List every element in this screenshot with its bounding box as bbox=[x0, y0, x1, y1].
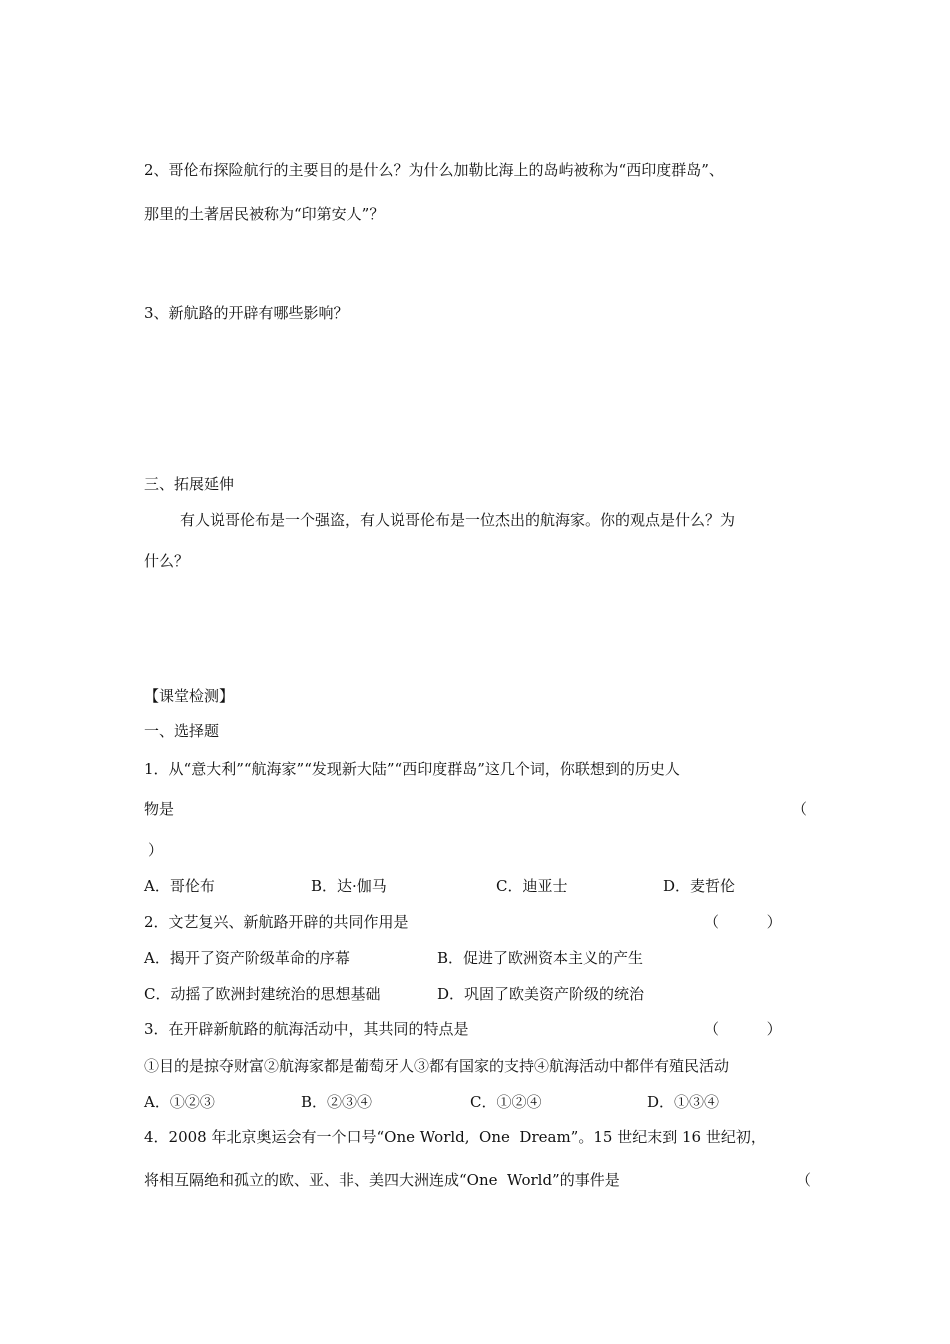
mc-question-4-paren-open: （ bbox=[796, 1171, 812, 1189]
mc-question-3-statements: ①目的是掠夺财富②航海家都是葡萄牙人③都有国家的支持④航海活动中都伴有殖民活动 bbox=[144, 1057, 730, 1075]
mc-question-1-option-d: D．麦哲伦 bbox=[663, 877, 736, 895]
multiple-choice-heading: 一、选择题 bbox=[144, 722, 220, 740]
mc-question-3-option-d: D．①③④ bbox=[647, 1093, 720, 1111]
mc-question-2-stem: 2．文艺复兴、新航路开辟的共同作用是 bbox=[144, 913, 409, 931]
mc-question-4-line-2: 将相互隔绝和孤立的欧、亚、非、美四大洲连成“One World”的事件是 bbox=[144, 1171, 620, 1189]
mc-question-2-paren: （ ） bbox=[704, 913, 782, 931]
mc-question-1-line-1: 1．从“意大利”“航海家”“发现新大陆”“西印度群岛”这几个词，你联想到的历史人 bbox=[144, 760, 680, 778]
mc-question-3-paren: （ ） bbox=[704, 1020, 782, 1038]
mc-question-2-option-b: B．促进了欧洲资本主义的产生 bbox=[437, 949, 644, 967]
section-3-paragraph-line-1: 有人说哥伦布是一个强盗，有人说哥伦布是一位杰出的航海家。你的观点是什么？为 bbox=[180, 511, 736, 529]
mc-question-2-option-d: D．巩固了欧美资产阶级的统治 bbox=[437, 985, 645, 1003]
mc-question-1-option-a: A．哥伦布 bbox=[144, 877, 215, 895]
mc-question-1-option-c: C．迪亚士 bbox=[496, 877, 568, 895]
question-3: 3、新航路的开辟有哪些影响？ bbox=[144, 304, 349, 322]
question-2-line-2: 那里的土著居民被称为“印第安人”？ bbox=[144, 205, 385, 223]
mc-question-2-option-a: A．揭开了资产阶级革命的序幕 bbox=[144, 949, 350, 967]
mc-question-3-option-c: C．①②④ bbox=[470, 1093, 542, 1111]
classroom-check-heading: 【课堂检测】 bbox=[144, 687, 235, 705]
section-3-paragraph-line-2: 什么？ bbox=[144, 552, 190, 570]
mc-question-3-option-b: B．②③④ bbox=[301, 1093, 373, 1111]
mc-question-3-option-a: A．①②③ bbox=[144, 1093, 215, 1111]
mc-question-4-line-1: 4．2008 年北京奥运会有一个口号“One World, One Dream”。15 世纪末到 16 世纪初， bbox=[144, 1128, 766, 1146]
question-2-line-1: 2、哥伦布探险航行的主要目的是什么？为什么加勒比海上的岛屿被称为“西印度群岛”、 bbox=[144, 161, 724, 179]
section-3-heading: 三、拓展延伸 bbox=[144, 475, 235, 493]
mc-question-2-option-c: C．动摇了欧洲封建统治的思想基础 bbox=[144, 985, 381, 1003]
mc-question-1-paren-close: ） bbox=[148, 841, 164, 859]
mc-question-1-option-b: B．达·伽马 bbox=[311, 877, 387, 895]
mc-question-1-line-2: 物是 bbox=[144, 800, 175, 818]
mc-question-3-stem: 3．在开辟新航路的航海活动中，其共同的特点是 bbox=[144, 1020, 469, 1038]
mc-question-1-paren-open: （ bbox=[792, 800, 808, 818]
